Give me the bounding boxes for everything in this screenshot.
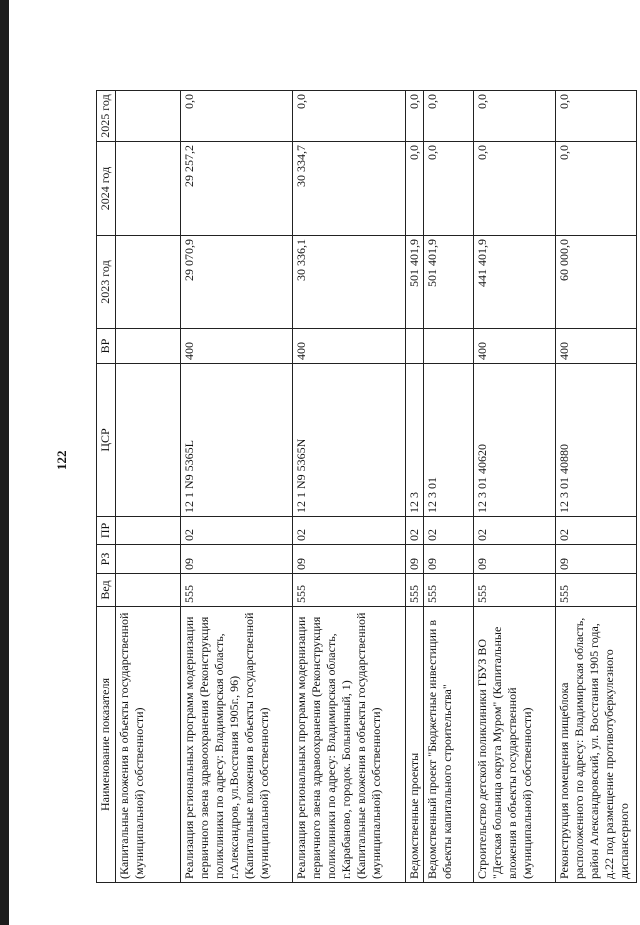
cell-name: (Капитальные вложения в объекты государственной (муниципальной) собственности) [116,607,181,883]
cell-vr: 400 [474,329,555,364]
cell-vr: 400 [555,329,636,364]
cell-2025: 0,0 [180,91,293,142]
cell-2023: 501 401,9 [405,236,424,329]
cell-rz: 09 [405,545,424,574]
header-vr: ВР [97,329,116,364]
cell-csr: 12 1 N9 5365L [180,364,293,517]
cell-2025: 0,0 [405,91,424,142]
cell-csr: 12 3 01 [424,364,474,517]
cell-2023: 29 070,9 [180,236,293,329]
cell-2024 [116,142,181,236]
cell-csr: 12 1 N9 5365N [293,364,406,517]
cell-2024: 0,0 [424,142,474,236]
cell-rz: 09 [555,545,636,574]
cell-ved [116,574,181,607]
rotated-table-area [96,91,637,883]
cell-csr: 12 3 01 40880 [555,364,636,517]
cell-name: Строительство детской поликлиники ГБУЗ ВО "Детская больница округа Муром" (Капитальные вложения в объекты государственной (муниципальной) собственности) [474,607,555,883]
cell-2023: 441 401,9 [474,236,555,329]
cell-pr: 02 [180,517,293,545]
cell-pr: 02 [474,517,555,545]
cell-name: Реализация региональных программ модернизации первичного звена здравоохранения (Реконструкция поликлиники по адресу: Владимирская область, г.Александров, ул.Восстания 1905г., 96) (Капитальные вложения в объекты государственной (муниципальной) собственности) [180,607,293,883]
cell-rz: 09 [180,545,293,574]
table-row [116,91,181,883]
cell-2025: 0,0 [293,91,406,142]
cell-vr: 400 [293,329,406,364]
table-row [180,91,293,883]
cell-ved: 555 [180,574,293,607]
cell-vr [116,329,181,364]
cell-ved: 555 [555,574,636,607]
cell-pr [116,517,181,545]
cell-2025: 0,0 [424,91,474,142]
header-2023: 2023 год [97,236,116,329]
cell-vr [424,329,474,364]
cell-2023 [116,236,181,329]
cell-pr: 02 [424,517,474,545]
cell-ved: 555 [424,574,474,607]
header-rz: РЗ [97,545,116,574]
header-ved: Вед [97,574,116,607]
budget-table [96,90,637,883]
cell-rz: 09 [424,545,474,574]
cell-name: Ведомственный проект "Бюджетные инвестиции в объекты капитального строительства" [424,607,474,883]
cell-2024: 0,0 [405,142,424,236]
cell-2025 [116,91,181,142]
cell-ved: 555 [405,574,424,607]
cell-2024: 0,0 [474,142,555,236]
cell-ved: 555 [474,574,555,607]
cell-csr: 12 3 [405,364,424,517]
table-row [474,91,555,883]
page-number: 122 [54,450,69,470]
cell-name: Реконструкция помещения пищеблока расположенного по адресу: Владимирская область, район Александровский, ул. Восстания 1905 года, д.22 под размещение противотуберкулезного диспансерного [555,607,636,883]
cell-csr: 12 3 01 40620 [474,364,555,517]
cell-ved: 555 [293,574,406,607]
cell-rz [116,545,181,574]
table-row [405,91,424,883]
cell-name: Реализация региональных программ модернизации первичного звена здравоохранения (Реконструкция поликлиники по адресу: Владимирская область, г.Карабаново, городок. Больничный, 1) (Капитальные вложения в объекты государственной (муниципальной) собственности) [293,607,406,883]
cell-2023: 60 000,0 [555,236,636,329]
header-pr: ПР [97,517,116,545]
header-2024: 2024 год [97,142,116,236]
cell-2024: 0,0 [555,142,636,236]
cell-2023: 30 336,1 [293,236,406,329]
table-row [424,91,474,883]
cell-vr [405,329,424,364]
header-name: Наименование показателя [97,607,116,883]
cell-rz: 09 [293,545,406,574]
cell-2024: 29 257,2 [180,142,293,236]
cell-2024: 30 334,7 [293,142,406,236]
cell-name: Ведомственные проекты [405,607,424,883]
table-row [293,91,406,883]
cell-rz: 09 [474,545,555,574]
header-row [97,91,116,883]
cell-pr: 02 [555,517,636,545]
cell-pr: 02 [293,517,406,545]
cell-csr [116,364,181,517]
table-row [555,91,636,883]
header-2025: 2025 год [97,91,116,142]
header-csr: ЦСР [97,364,116,517]
cell-2023: 501 401,9 [424,236,474,329]
cell-pr: 02 [405,517,424,545]
cell-vr: 400 [180,329,293,364]
cell-2025: 0,0 [555,91,636,142]
cell-2025: 0,0 [474,91,555,142]
scan-edge [0,0,9,925]
